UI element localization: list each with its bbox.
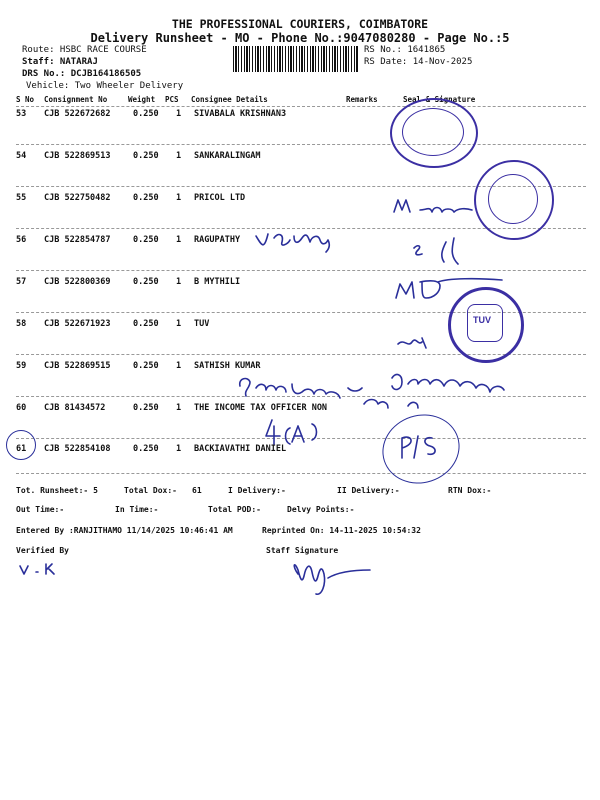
row-consignee: B MYTHILI xyxy=(194,277,241,287)
row-pcs: 1 xyxy=(176,277,182,287)
row-consignee: THE INCOME TAX OFFICER NON xyxy=(194,403,328,413)
note-4a xyxy=(266,420,317,444)
row-pcs: 1 xyxy=(176,403,182,413)
rs-number: RS No.: 1641865 xyxy=(364,45,446,55)
row-weight: 0.250 xyxy=(133,319,159,329)
col-consignment: Consignment No xyxy=(44,95,108,104)
total-pod: Total POD:- xyxy=(208,505,261,514)
row-consignee: SATHISH KUMAR xyxy=(194,361,261,371)
signature-row56-second xyxy=(414,238,458,264)
row-weight: 0.250 xyxy=(133,277,159,287)
signature-row60 xyxy=(364,400,418,409)
row-consignment: CJB 522854108 xyxy=(44,444,111,454)
row-consignee: RAGUPATHY xyxy=(194,235,241,245)
signature-row56 xyxy=(256,234,329,252)
runsheet-subtitle: Delivery Runsheet - MO - Phone No.:9047080280 - Page No.:5 xyxy=(90,31,510,45)
row-consignment: CJB 522672682 xyxy=(44,109,111,119)
row-sno: 53 xyxy=(16,109,27,119)
row-sno: 57 xyxy=(16,277,27,287)
staff-signature-label: Staff Signature xyxy=(266,546,339,555)
delvy-points: Delvy Points:- xyxy=(287,505,355,514)
total-dox-value: 61 xyxy=(192,486,202,495)
total-dox-label: Total Dox:- xyxy=(124,486,177,495)
verified-by-label: Verified By xyxy=(16,546,69,555)
row-consignment: CJB 522750482 xyxy=(44,193,111,203)
row-consignee: BACKIAVATHI DANIEL xyxy=(194,444,287,454)
rs-date: RS Date: 14-Nov-2025 xyxy=(364,57,473,67)
signature-row58 xyxy=(398,338,426,348)
row-weight: 0.250 xyxy=(133,193,159,203)
row-sno: 61 xyxy=(16,444,27,454)
tot-runsheet: Tot. Runsheet:- 5 xyxy=(16,486,98,495)
col-sno: S No xyxy=(16,95,35,104)
tuv-seal-text: TUV xyxy=(473,315,491,325)
rtn-dox: RTN Dox:- xyxy=(448,486,492,495)
row-consignee: PRICOL LTD xyxy=(194,193,246,203)
out-time: Out Time:- xyxy=(16,505,65,514)
i-delivery: I Delivery:- xyxy=(228,486,286,495)
mark-ps xyxy=(402,436,435,458)
ii-delivery: II Delivery:- xyxy=(337,486,400,495)
row-sno: 59 xyxy=(16,361,27,371)
verified-initials xyxy=(20,564,54,574)
signature-row57 xyxy=(396,279,502,298)
row-consignment: CJB 522671923 xyxy=(44,319,111,329)
col-consignee: Consignee Details xyxy=(191,95,268,104)
row-pcs: 1 xyxy=(176,235,182,245)
row-weight: 0.250 xyxy=(133,403,159,413)
row-weight: 0.250 xyxy=(133,109,159,119)
entered-by: Entered By :RANJITHAMO 11/14/2025 10:46:41 AM xyxy=(16,526,233,535)
row-weight: 0.250 xyxy=(133,444,159,454)
staff-signature xyxy=(294,565,370,594)
row-consignment: CJB 522869515 xyxy=(44,361,111,371)
signature-row55 xyxy=(394,200,472,212)
row-pcs: 1 xyxy=(176,361,182,371)
col-weight: Weight xyxy=(128,95,156,104)
vehicle-label: Vehicle: Two Wheeler Delivery xyxy=(26,81,184,91)
row-consignment: CJB 522800369 xyxy=(44,277,111,287)
row-sno: 60 xyxy=(16,403,27,413)
row-pcs: 1 xyxy=(176,319,182,329)
signature-row59-tamil xyxy=(392,375,504,392)
row-sno: 56 xyxy=(16,235,27,245)
row-sno: 54 xyxy=(16,151,27,161)
row-pcs: 1 xyxy=(176,193,182,203)
row-consignee: TUV xyxy=(194,319,210,329)
row-consignment: CJB 81434572 xyxy=(44,403,106,413)
row-pcs: 1 xyxy=(176,444,182,454)
staff-label: Staff: NATARAJ xyxy=(22,57,98,67)
row-sno: 55 xyxy=(16,193,27,203)
col-seal-signature: Seal & Signature xyxy=(403,95,476,104)
reprinted-on: Reprinted On: 14-11-2025 10:54:32 xyxy=(262,526,421,535)
route-label: Route: HSBC RACE COURSE xyxy=(22,45,147,55)
row-pcs: 1 xyxy=(176,109,182,119)
row-sno: 58 xyxy=(16,319,27,329)
row-consignee: SIVABALA KRISHNAN3 xyxy=(194,109,287,119)
row-consignment: CJB 522854787 xyxy=(44,235,111,245)
row-weight: 0.250 xyxy=(133,235,159,245)
in-time: In Time:- xyxy=(115,505,159,514)
col-pcs: PCS xyxy=(165,95,179,104)
row-weight: 0.250 xyxy=(133,151,159,161)
row-weight: 0.250 xyxy=(133,361,159,371)
row-consignee: SANKARALINGAM xyxy=(194,151,261,161)
col-remarks: Remarks xyxy=(346,95,378,104)
row-consignment: CJB 522869513 xyxy=(44,151,111,161)
drs-label: DRS No.: DCJB164186505 xyxy=(22,69,142,79)
signature-row59 xyxy=(240,379,362,398)
company-title: THE PROFESSIONAL COURIERS, COIMBATORE xyxy=(171,17,429,31)
row-pcs: 1 xyxy=(176,151,182,161)
